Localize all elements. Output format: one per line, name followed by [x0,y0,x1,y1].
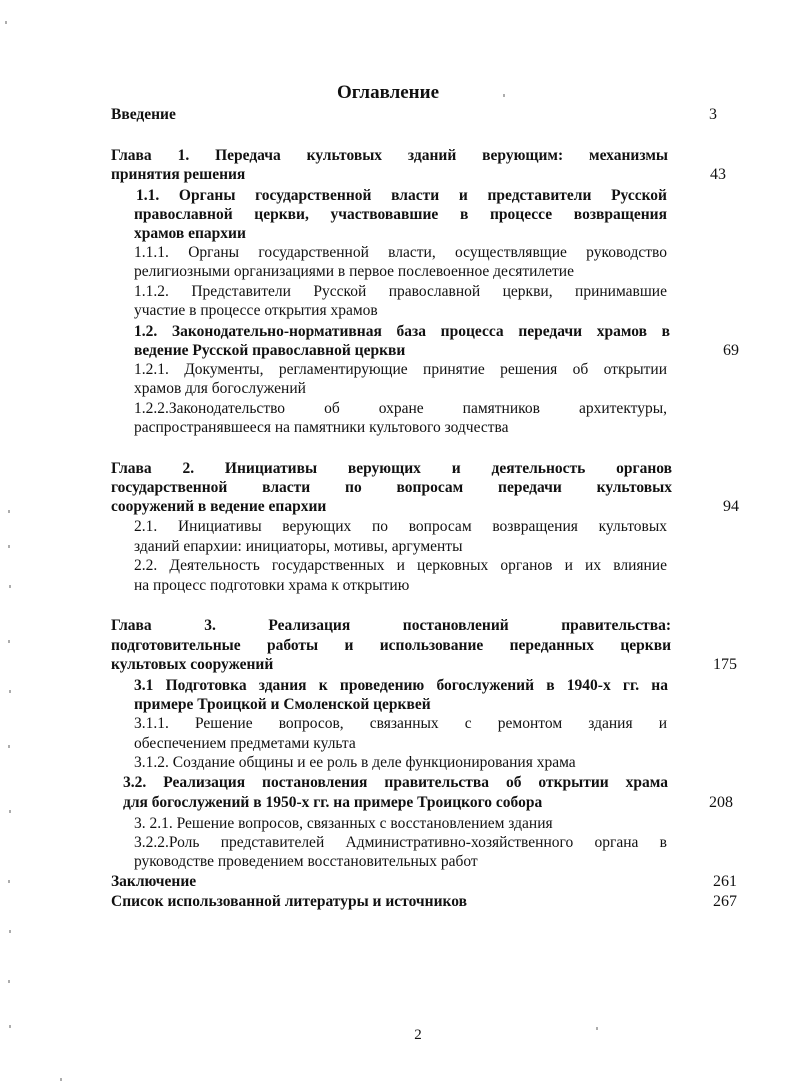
scan-speck [596,1027,598,1030]
toc-subsection-1-1-1-line-1: 1.1.1. Органы государственной власти, осуществлявщие руководство [134,244,667,261]
toc-subsection-3-1-1-line-2: обеспечением предметами культа [134,735,356,752]
toc-subsection-1-2-1-line-2: храмов для богослужений [134,380,306,397]
toc-subsection-1-2-2-line-2: распространявшееся на памятники культового зодчества [134,419,509,436]
toc-section-2-2-line-2: на процесс подготовки храма к открытию [134,577,410,594]
toc-subsection-1-2-2-line-1: 1.2.2.Законодательство об охране памятников архитектуры, [134,400,667,417]
toc-subsection-3-1-2: 3.1.2. Создание общины и ее роль в деле функционирования храма [134,754,576,771]
toc-page-conclusion: 261 [713,873,737,890]
footer-page-number: 2 [414,1027,422,1043]
toc-section-3-1-line-1: 3.1 Подготовка здания к проведению богослужений в 1940-х гг. на [134,677,668,694]
toc-section-1-1-line-3: храмов епархии [134,225,246,242]
toc-chapter-1-line-1: Глава 1. Передача культовых зданий верующим: механизмы [111,147,668,164]
toc-subsection-3-2-2-line-2: руководстве проведением восстановительных работ [134,853,478,870]
toc-page-chapter-2: 94 [723,498,739,515]
toc-page-chapter-1: 43 [710,166,726,183]
scan-speck [9,1025,11,1028]
scan-speck [8,510,10,513]
toc-subsection-3-2-2-line-1: 3.2.2.Роль представителей Административно-хозяйственного органа в [134,834,667,851]
toc-section-1-1-line-2: православной церкви, участвовавшие в процессе возвращения [134,206,667,223]
toc-chapter-1-line-2: принятия решения [111,166,246,183]
toc-chapter-3-line-1: Глава 3. Реализация постановлений правительства: [111,617,671,634]
toc-section-2-2-line-1: 2.2. Деятельность государственных и церковных органов и их влияние [134,557,667,574]
scan-speck [60,1078,62,1081]
toc-subsection-3-1-1-line-1: 3.1.1. Решение вопросов, связанных с ремонтом здания и [134,715,667,732]
toc-intro: Введение [111,106,176,123]
scan-speck [9,690,11,693]
toc-subsection-1-2-1-line-1: 1.2.1. Документы, регламентирующие принятие решения об открытии [134,361,667,378]
toc-page-bibliography: 267 [713,893,737,910]
toc-section-2-1-line-2: зданий епархии: инициаторы, мотивы, аргументы [134,538,463,555]
scan-speck [8,745,10,748]
toc-conclusion: Заключение [111,873,197,890]
toc-page-intro: 3 [709,106,717,123]
toc-section-3-2-line-1: 3.2. Реализация постановления правительства об открытии храма [123,774,668,791]
toc-chapter-2-line-2: государственной власти по вопросам передачи культовых [111,479,672,496]
toc-subsection-1-1-2-line-1: 1.1.2. Представители Русской православной церкви, принимавшие [134,283,667,300]
toc-section-2-1-line-1: 2.1. Инициативы верующих по вопросам возвращения культовых [134,518,667,535]
toc-page-section-1-2: 69 [723,342,739,359]
toc-page-chapter-3: 175 [713,656,737,673]
scan-speck [503,94,505,97]
page-title: Оглавление [336,82,440,103]
scan-speck [8,880,10,883]
scan-speck [9,930,11,933]
toc-page-section-3-2: 208 [709,794,733,811]
toc-section-1-2-line-1: 1.2. Законодательно-нормативная база процесса передачи храмов в [134,323,670,340]
scan-speck [5,21,7,24]
toc-section-1-2-line-2: ведение Русской православной церкви [134,342,406,359]
toc-chapter-2-line-3: сооружений в ведение епархии [111,498,327,515]
scan-speck [9,585,11,588]
toc-subsection-3-2-1: 3. 2.1. Решение вопросов, связанных с восстановлением здания [134,815,553,832]
toc-bibliography: Список использованной литературы и источников [111,893,467,910]
toc-chapter-2-line-1: Глава 2. Инициативы верующих и деятельность органов [111,460,672,477]
scan-speck [8,545,10,548]
toc-section-3-1-line-2: примере Троицкой и Смоленской церквей [134,696,431,713]
toc-chapter-3-line-3: культовых сооружений [111,656,274,673]
toc-subsection-1-1-1-line-2: религиозными организациями в первое послевоенное десятилетие [134,263,574,280]
toc-chapter-3-line-2: подготовительные работы и использование переданных церкви [111,637,671,654]
scan-speck [8,640,10,643]
toc-section-1-1-line-1: 1.1. Органы государственной власти и представители Русской [136,187,667,204]
scan-speck [9,810,11,813]
toc-section-3-2-line-2: для богослужений в 1950-х гг. на примере Троицкого собора [123,794,543,811]
scan-speck [8,980,10,983]
toc-subsection-1-1-2-line-2: участие в процессе открытия храмов [134,302,378,319]
